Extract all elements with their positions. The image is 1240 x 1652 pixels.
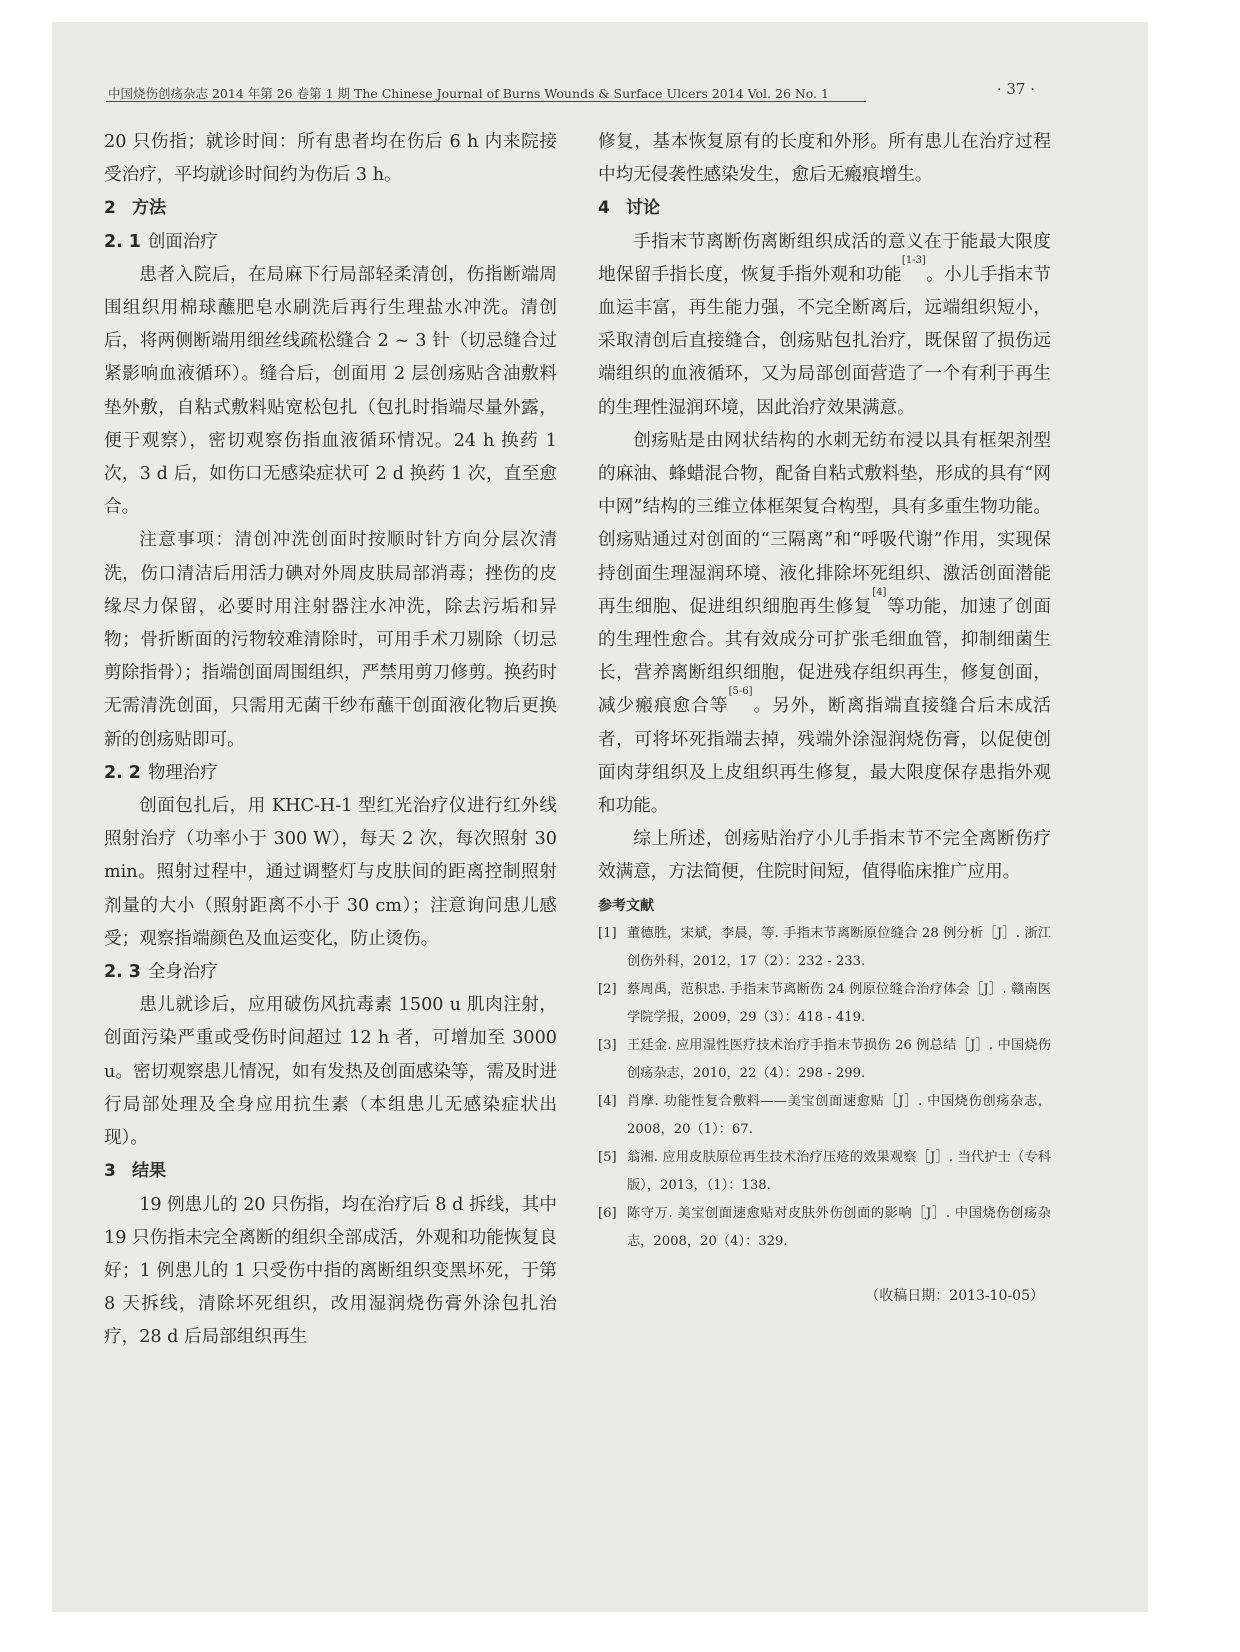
reference-text: 肖摩. 功能性复合敷料——美宝创面速愈贴［J］. 中国烧伤创疡杂志，2008，20（1）：67.: [627, 1093, 1051, 1137]
paragraph-text: 等功能，加速了创面的生理性愈合。其有效成分可扩张毛细血管，抑制细菌生长，营养离断组织细胞，促进残存组织再生，修复创面，减少瘢痕愈合等: [598, 596, 1051, 717]
paragraph-continued: 20 只伤指；就诊时间：所有患者均在伤后 6 h 内来院接受治疗，平均就诊时间约为伤后 3 h。: [104, 132, 557, 186]
paragraph: [598, 425, 1051, 823]
paragraph: 创面包扎后，用 KHC-H-1 型红光治疗仪进行红外线照射治疗（功率小于 300 W），每天 2 次，每次照射 30 min。照射过程中，通过调整灯与皮肤间的距离控制照射剂量的大小（照射距离不小于 30 cm）；注意询问患儿感受；观察指端颜色及血运变化，防止烫伤。: [104, 796, 557, 949]
subsection-title: 创面治疗: [148, 231, 218, 252]
subsection-heading-systemic: [104, 956, 557, 989]
left-column: [104, 126, 557, 1355]
paragraph-text: 。另外，断离指端直接缝合后未成活者，可将坏死指端去掉，残端外涂湿润烧伤膏，以促使创面肉芽组织及上皮组织再生修复，最大限度保存患指外观和功能。: [598, 696, 1051, 817]
reference-text: 翁湘. 应用皮肤原位再生技术治疗压疮的效果观察［J］. 当代护士（专科版），2013，（1）：138.: [627, 1149, 1051, 1193]
subsection-number: 2. 1: [104, 231, 141, 252]
reference-number: [2]: [598, 981, 617, 997]
paragraph-text: 创疡贴是由网状结构的水刺无纺布浸以具有框架剂型的麻油、蜂蜡混合物，配备自粘式敷料垫，形成的具有“网中网”结构的三维立体框架复合构型，具有多重生物功能。创疡贴通过对创面的“三隔离”和“呼吸代谢”作用，实现保持创面生理湿润环境、液化排除坏死组织、激活创面潜能再生细胞、促进组织细胞再生修复: [598, 430, 1051, 617]
reference-item: [598, 1088, 1051, 1144]
reference-item: [598, 920, 1051, 976]
paragraph: 综上所述，创疡贴治疗小儿手指末节不完全离断伤疗效满意，方法简便，住院时间短，值得临床推广应用。: [598, 829, 1051, 883]
running-header: 中国烧伤创疡杂志 2014 年第 26 卷第 1 期 The Chinese Journal of Burns Wounds & Surface Ulcers 2014 Vol. 26 No. 1: [108, 86, 830, 101]
reference-text: 陈守万. 美宝创面速愈贴对皮肤外伤创面的影响［J］. 中国烧伤创疡杂志，2008，20（4）：329.: [627, 1205, 1051, 1249]
section-number: 2: [104, 198, 116, 219]
reference-text: 董德胜，宋斌，李晨，等. 手指末节离断原位缝合 28 例分析［J］. 浙江创伤外科，2012，17（2）：232 - 233.: [627, 925, 1051, 969]
received-date: （收稿日期：2013-10-05）: [865, 1288, 1044, 1304]
section-number: 4: [598, 198, 610, 219]
paragraph: 患儿就诊后，应用破伤风抗毒素 1500 u 肌肉注射，创面污染严重或受伤时间超过 12 h 者，可增加至 3000 u。密切观察患儿情况，如有发热及创面感染等，需及时进行局部处理及全身应用抗生素（本组患儿无感染症状出现）。: [104, 995, 557, 1149]
subsection-number: 2. 3: [104, 962, 141, 983]
reference-text: 蔡周禹，范积忠. 手指末节离断伤 24 例原位缝合治疗体会［J］. 赣南医学院学报，2009，29（3）：418 - 419.: [627, 981, 1051, 1025]
paragraph: 19 例患儿的 20 只伤指，均在治疗后 8 d 拆线，其中 19 只伤指未完全离断的组织全部成活，外观和功能恢复良好；1 例患儿的 1 只受伤中指的离断组织变黑坏死，于第 8 天拆线，清除坏死组织，改用湿润烧伤膏外涂包扎治疗，28 d 后局部组织再生: [104, 1194, 557, 1348]
reference-number: [4]: [598, 1093, 617, 1109]
paragraph-text: 手指末节离断伤离断组织成活的意义在于能最大限度地保留手指长度，恢复手指外观和功能: [598, 231, 1051, 285]
reference-number: [3]: [598, 1037, 617, 1053]
reference-item: [598, 1200, 1051, 1256]
section-number: 3: [104, 1161, 116, 1182]
citation: [1-3]: [901, 254, 926, 266]
section-title: 方法: [132, 198, 166, 219]
reference-item: [598, 1144, 1051, 1200]
references-heading: 参考文献: [598, 897, 654, 914]
subsection-title: 物理治疗: [148, 762, 218, 783]
citation: [4]: [872, 586, 887, 598]
subsection-number: 2. 2: [104, 762, 141, 783]
subsection-heading-physical: [104, 757, 557, 790]
paragraph: [598, 226, 1051, 425]
paragraph: 注意事项：清创冲洗创面时按顺时针方向分层次清洗，伤口清洁后用活力碘对外周皮肤局部消毒；挫伤的皮缘尽力保留，必要时用注射器注水冲洗，除去污垢和异物；骨折断面的污物较难清除时，可用手术刀剔除（切忌剪除指骨）；指端创面周围组织，严禁用剪刀修剪。换药时无需清洗创面，只需用无菌干纱布蘸干创面液化物后更换新的创疡贴即可。: [104, 530, 557, 750]
paragraph-continued: 修复，基本恢复原有的长度和外形。所有患儿在治疗过程中均无侵袭性感染发生，愈后无瘢痕增生。: [598, 132, 1051, 186]
reference-item: [598, 976, 1051, 1032]
subsection-title: 全身治疗: [148, 962, 218, 983]
reference-item: [598, 1032, 1051, 1088]
section-heading-discussion: [598, 192, 1051, 225]
section-heading-results: [104, 1155, 557, 1188]
subsection-heading-wound: [104, 226, 557, 259]
section-title: 结果: [132, 1161, 166, 1182]
reference-text: 王廷金. 应用湿性医疗技术治疗手指末节损伤 26 例总结［J］. 中国烧伤创疡杂志，2010，22（4）：298 - 299.: [627, 1037, 1051, 1081]
reference-number: [5]: [598, 1149, 617, 1165]
citation: [5-6]: [728, 686, 753, 698]
page-number: · 37 ·: [996, 80, 1035, 98]
paragraph: 患者入院后，在局麻下行局部轻柔清创，伤指断端周围组织用棉球蘸肥皂水刷洗后再行生理盐水冲洗。清创后，将两侧断端用细丝线疏松缝合 2 ~ 3 针（切忌缝合过紧影响血液循环）。缝合后，创面用 2 层创疡贴含油敷料垫外敷，自粘式敷料贴宽松包扎（包扎时指端尽量外露，便于观察），密切观察伤指血液循环情况。24 h 换药 1 次，3 d 后，如伤口无感染症状可 2 d 换药 1 次，直至愈合。: [104, 264, 557, 518]
section-heading-methods: [104, 192, 557, 225]
reference-number: [6]: [598, 1205, 617, 1221]
header-rule: [106, 101, 866, 102]
right-column: [598, 126, 1051, 1256]
section-title: 讨论: [626, 198, 660, 219]
paragraph-text: 。小儿手指末节血运丰富，再生能力强，不完全断离后，远端组织短小，采取清创后直接缝合，创疡贴包扎治疗，既保留了损伤远端组织的血液循环，又为局部创面营造了一个有利于再生的生理性湿润环境，因此治疗效果满意。: [598, 264, 1051, 418]
reference-number: [1]: [598, 925, 617, 941]
